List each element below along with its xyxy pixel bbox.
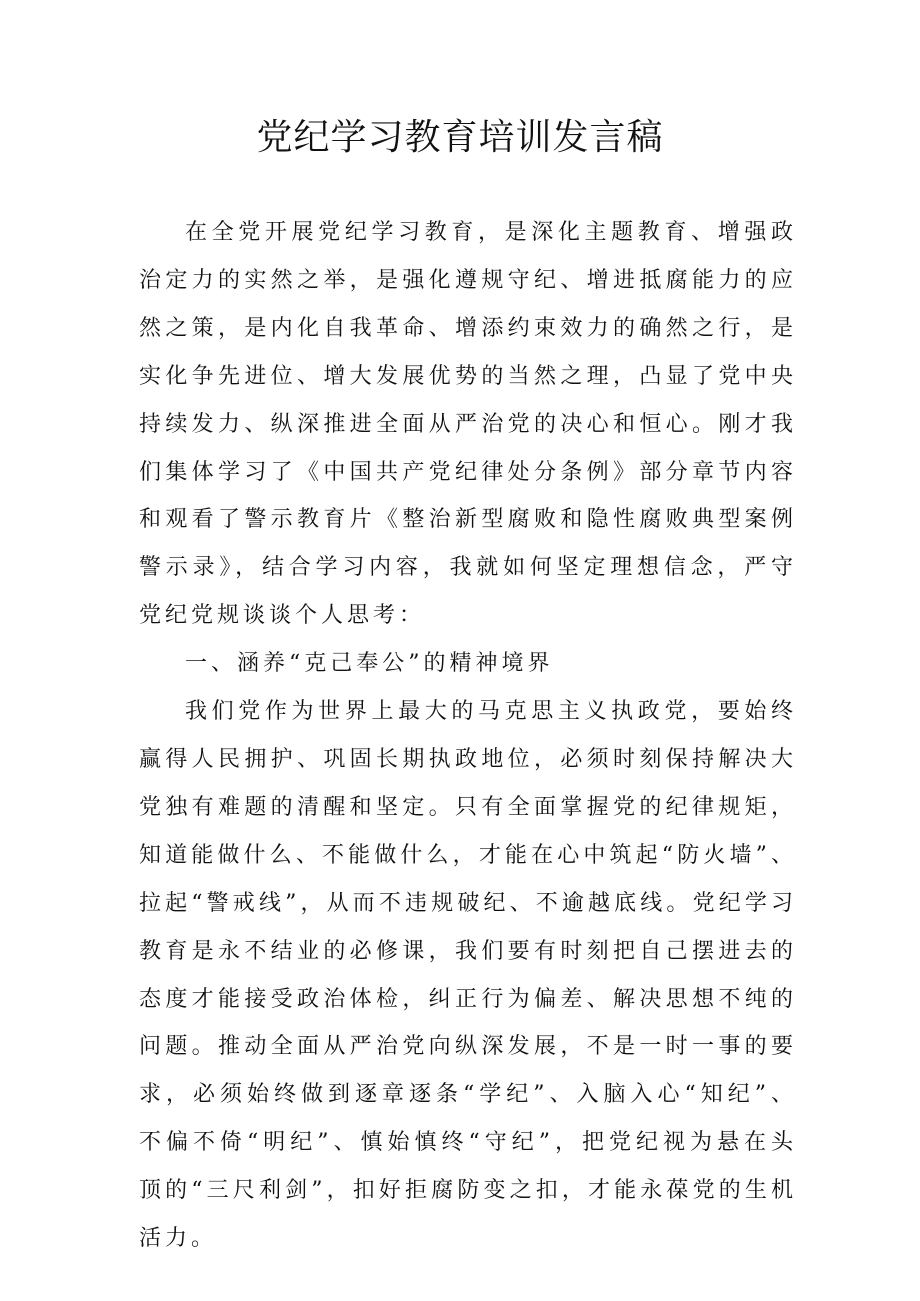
- document-body: [139, 209, 797, 1263]
- intro-paragraph: 在全党开展党纪学习教育，是深化主题教育、增强政治定力的实然之举，是强化遵规守纪、增进抵腐能力的应然之策，是内化自我革命、增添约束效力的确然之行，是实化争先进位、增大发展优势的当然之理，凸显了党中央持续发力、纵深推进全面从严治党的决心和恒心。刚才我们集体学习了《中国共产党纪律处分条例》部分章节内容和观看了警示教育片《整治新型腐败和隐性腐败典型案例警示录》，结合学习内容，我就如何坚定理想信念，严守党纪党规谈谈个人思考：: [139, 220, 797, 629]
- section-1-paragraph: 我们党作为世界上最大的马克思主义执政党，要始终赢得人民拥护、巩固长期执政地位，必须时刻保持解决大党独有难题的清醒和坚定。只有全面掌握党的纪律规矩，知道能做什么、不能做什么，才能在心中筑起“防火墙”、拉起“警戒线”，从而不违规破纪、不逾越底线。党纪学习教育是永不结业的必修课，我们要有时刻把自己摆进去的态度才能接受政治体检，纠正行为偏差、解决思想不纯的问题。推动全面从严治党向纵深发展，不是一时一事的要求，必须始终做到逐章逐条“学纪”、入脑入心“知纪”、不偏不倚“明纪”、慎始慎终“守纪”，把党纪视为悬在头顶的“三尺利剑”，扣好拒腐防变之扣，才能永葆党的生机活力。: [139, 699, 797, 1252]
- section-1-heading: 一、涵养“克己奉公”的精神境界: [185, 651, 554, 677]
- document-title: 党纪学习教育培训发言稿: [256, 117, 664, 158]
